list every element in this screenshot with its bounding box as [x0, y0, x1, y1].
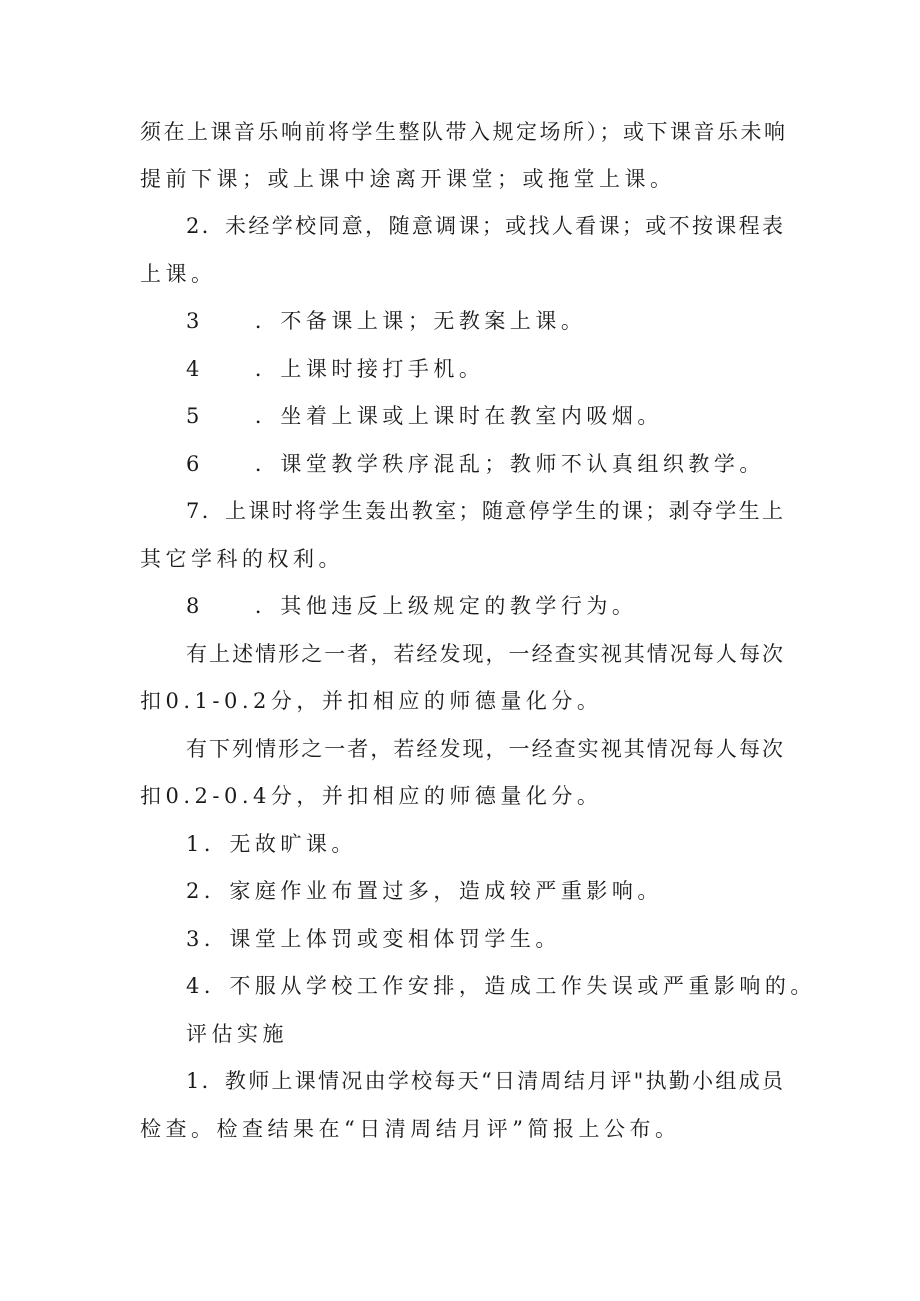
list-item: 4 ．上课时接打手机。 — [186, 357, 485, 381]
body-line: 其它学科的权利。 — [140, 547, 344, 571]
body-line: 检查。检查结果在“日清周结月评”简报上公布。 — [140, 1117, 681, 1141]
list-item: 2．家庭作业布置过多，造成较严重影响。 — [186, 879, 663, 903]
list-item: 8 ．其他违反上级规定的教学行为。 — [186, 594, 638, 618]
body-line: 提前下课；或上课中途离开课堂；或拖堂上课。 — [140, 167, 676, 191]
paragraph-line: 有上述情形之一者，若经发现，一经查实视其情况每人每次 — [186, 642, 783, 666]
list-item: 1．教师上课情况由学校每天“日清周结月评"执勤小组成员 — [186, 1069, 783, 1093]
list-item: 6 ．课堂教学秩序混乱；教师不认真组织教学。 — [186, 452, 765, 476]
list-item: 4．不服从学校工作安排，造成工作失误或严重影响的。 — [186, 974, 816, 998]
body-line: 扣0.1-0.2分，并扣相应的师德量化分。 — [140, 689, 603, 713]
list-item: 7．上课时将学生轰出教室；随意停学生的课；剥夺学生上 — [186, 499, 783, 523]
body-line: 扣0.2-0.4分，并扣相应的师德量化分。 — [140, 784, 603, 808]
body-line: 须在上课音乐响前将学生整队带入规定场所）；或下课音乐未响 — [140, 120, 785, 144]
paragraph-line: 有下列情形之一者，若经发现，一经查实视其情况每人每次 — [186, 737, 783, 761]
list-item: 3．课堂上体罚或变相体罚学生。 — [186, 927, 561, 951]
list-item: 1．无故旷课。 — [186, 832, 357, 856]
section-heading: 评估实施 — [186, 1022, 288, 1046]
body-line: 上课。 — [140, 262, 217, 286]
list-item: 2．未经学校同意，随意调课；或找人看课；或不按课程表 — [186, 214, 783, 238]
list-item: 5 ．坐着上课或上课时在教室内吸烟。 — [186, 404, 663, 428]
list-item: 3 ．不备课上课；无教案上课。 — [186, 309, 587, 333]
